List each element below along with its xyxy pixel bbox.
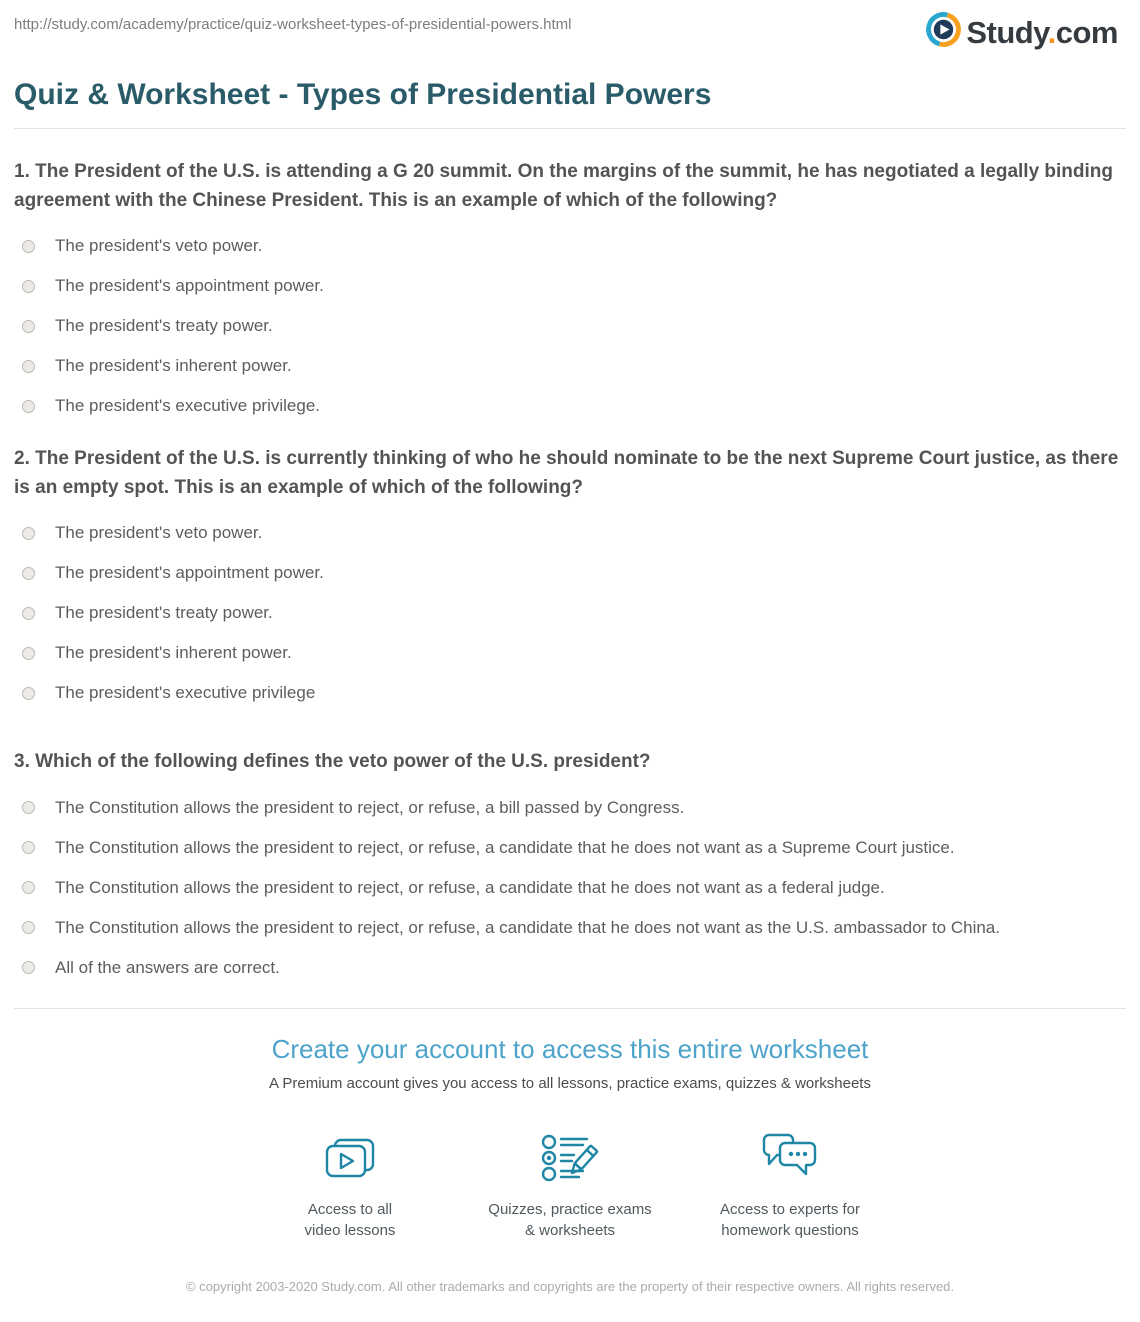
page-header [14, 0, 1126, 52]
feature-label: Access to all video lessons [240, 1199, 460, 1241]
radio-button[interactable] [22, 400, 35, 413]
answer-option[interactable] [22, 876, 1126, 900]
radio-button[interactable] [22, 961, 35, 974]
option-label: The Constitution allows the president to reject, or refuse, a bill passed by Congress. [55, 796, 684, 820]
radio-button[interactable] [22, 881, 35, 894]
cta-heading[interactable]: Create your account to access this entire worksheet [14, 1034, 1126, 1065]
answer-option[interactable] [22, 681, 1126, 705]
option-label: The Constitution allows the president to reject, or refuse, a candidate that he does not want as a federal judge. [55, 876, 885, 900]
logo-wordmark: Study.com [966, 17, 1118, 48]
chat-experts-icon [680, 1127, 900, 1187]
video-lessons-icon [240, 1127, 460, 1187]
answer-option[interactable] [22, 641, 1126, 665]
answer-option[interactable] [22, 234, 1126, 258]
studycom-play-logo-icon [926, 12, 961, 52]
question-3: 3. Which of the following defines the veto power of the U.S. president? [14, 748, 1126, 777]
feature-label: Access to experts for homework questions [680, 1199, 900, 1241]
answer-option[interactable] [22, 796, 1126, 820]
answer-option[interactable] [22, 561, 1126, 585]
cta-divider [14, 1008, 1126, 1009]
cta-section [14, 1034, 1126, 1241]
question-2: 2. The President of the U.S. is currently thinking of who he should nominate to be the next Supreme Court justice, as there is an empty spot. This is an example of which of the following? [14, 445, 1126, 502]
answer-option[interactable] [22, 521, 1126, 545]
radio-button[interactable] [22, 647, 35, 660]
option-label: The Constitution allows the president to reject, or refuse, a candidate that he does not want as a Supreme Court justice. [55, 836, 955, 860]
answer-option[interactable] [22, 314, 1126, 338]
question-2-options [14, 521, 1126, 705]
option-label: The president's executive privilege [55, 681, 315, 705]
option-label: The president's treaty power. [55, 314, 273, 338]
cta-subheading: A Premium account gives you access to all lessons, practice exams, quizzes & worksheets [14, 1075, 1126, 1092]
page-title: Quiz & Worksheet - Types of Presidential Powers [14, 78, 1126, 112]
feature-label: Quizzes, practice exams & worksheets [460, 1199, 680, 1241]
question-1: 1. The President of the U.S. is attending a G 20 summit. On the margins of the summit, he has negotiated a legally binding agreement with the Chinese President. This is an example of which of the following? [14, 158, 1126, 215]
page-url: http://study.com/academy/practice/quiz-worksheet-types-of-presidential-powers.html [14, 12, 571, 33]
answer-option[interactable] [22, 916, 1126, 940]
option-label: The president's appointment power. [55, 274, 324, 298]
option-label: The president's treaty power. [55, 601, 273, 625]
copyright-notice: © copyright 2003-2020 Study.com. All other trademarks and copyrights are the property of their respective owners. All rights reserved. [170, 1277, 970, 1322]
radio-button[interactable] [22, 841, 35, 854]
radio-button[interactable] [22, 567, 35, 580]
option-label: The president's inherent power. [55, 641, 292, 665]
radio-button[interactable] [22, 280, 35, 293]
answer-option[interactable] [22, 354, 1126, 378]
question-3-options [14, 796, 1126, 980]
quizzes-worksheets-icon [460, 1127, 680, 1187]
answer-option[interactable] [22, 836, 1126, 860]
title-divider [14, 128, 1126, 129]
answer-option[interactable] [22, 274, 1126, 298]
option-label: The president's inherent power. [55, 354, 292, 378]
radio-button[interactable] [22, 607, 35, 620]
option-label: The Constitution allows the president to reject, or refuse, a candidate that he does not want as the U.S. ambassador to China. [55, 916, 1000, 940]
option-label: The president's executive privilege. [55, 394, 320, 418]
answer-option[interactable] [22, 956, 1126, 980]
option-label: All of the answers are correct. [55, 956, 280, 980]
radio-button[interactable] [22, 801, 35, 814]
option-label: The president's appointment power. [55, 561, 324, 585]
radio-button[interactable] [22, 320, 35, 333]
radio-button[interactable] [22, 687, 35, 700]
radio-button[interactable] [22, 360, 35, 373]
radio-button[interactable] [22, 240, 35, 253]
question-1-options [14, 234, 1126, 418]
answer-option[interactable] [22, 601, 1126, 625]
feature-quizzes-worksheets [460, 1127, 680, 1241]
studycom-logo[interactable] [926, 12, 1126, 52]
feature-expert-help [680, 1127, 900, 1241]
option-label: The president's veto power. [55, 234, 262, 258]
answer-option[interactable] [22, 394, 1126, 418]
option-label: The president's veto power. [55, 521, 262, 545]
radio-button[interactable] [22, 527, 35, 540]
radio-button[interactable] [22, 921, 35, 934]
features-row [14, 1127, 1126, 1241]
feature-video-lessons [240, 1127, 460, 1241]
